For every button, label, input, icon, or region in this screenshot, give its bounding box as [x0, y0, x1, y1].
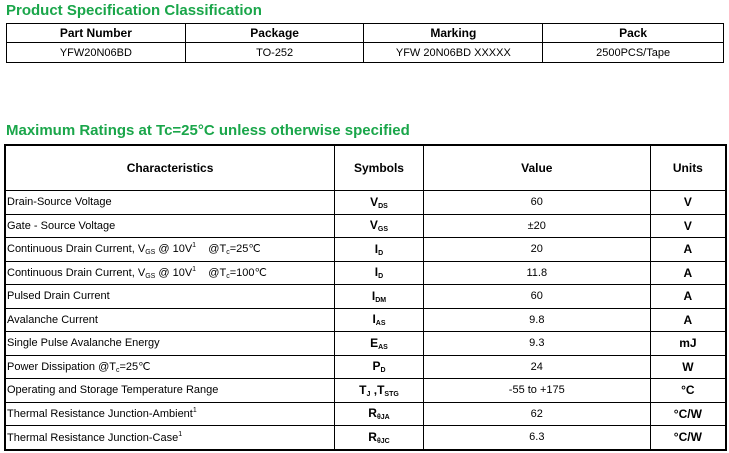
symbol-subscript: J: [366, 390, 371, 398]
symbol-letter: T: [359, 382, 367, 397]
ratings-header-row: [5, 145, 726, 191]
part-number-cell: YFW20N06BD: [7, 43, 186, 63]
symbol-subscript: θJA: [376, 414, 390, 422]
header-package: Package: [185, 24, 364, 43]
characteristic-cell: [5, 355, 335, 379]
spec-row: [7, 43, 724, 63]
table-row: [5, 285, 726, 309]
unit-cell: A: [650, 261, 726, 285]
max-ratings-table: [4, 144, 727, 451]
pack-cell: 2500PCS/Tape: [543, 43, 724, 63]
symbol-letter: V: [369, 218, 378, 233]
characteristic-text: =25℃: [229, 243, 261, 256]
characteristic-text: Continuous Drain Current, V: [7, 266, 146, 279]
table-row: [5, 261, 726, 285]
symbol-cell: [335, 214, 424, 238]
symbol-cell: [335, 355, 424, 379]
product-spec-table: [6, 23, 724, 63]
symbol-subscript: STG: [384, 390, 399, 398]
header-characteristics: Characteristics: [5, 145, 335, 191]
value-cell: ±20: [423, 214, 650, 238]
characteristic-text: =100℃: [229, 266, 267, 279]
symbol-subscript: D: [378, 273, 384, 281]
header-marking: Marking: [364, 24, 543, 43]
characteristic-subscript: GS: [145, 249, 156, 257]
characteristic-text: Thermal Resistance Junction-Ambient: [7, 408, 193, 421]
unit-cell: V: [650, 191, 726, 215]
footnote-marker: 1: [192, 242, 197, 250]
symbol-subscript: GS: [377, 226, 389, 234]
symbol-letter: V: [370, 194, 379, 209]
symbol-letter: I: [371, 288, 376, 303]
unit-cell: A: [650, 285, 726, 309]
symbol-cell: [335, 191, 424, 215]
characteristic-text: @ 10V: [155, 243, 193, 256]
symbol-cell: [335, 379, 424, 403]
table-row: [5, 355, 726, 379]
spec-section-title: Product Specification Classification: [6, 2, 262, 19]
value-cell: 6.3: [423, 426, 650, 450]
characteristic-text: Gate - Source Voltage: [7, 219, 116, 232]
characteristic-cell: [5, 191, 335, 215]
unit-cell: °C/W: [650, 402, 726, 426]
characteristic-subscript: GS: [145, 272, 156, 280]
value-cell: 20: [423, 238, 650, 262]
value-cell: 24: [423, 355, 650, 379]
characteristic-cell: [5, 426, 335, 450]
characteristic-text: @T: [196, 266, 227, 279]
characteristic-text: @ 10V: [155, 266, 193, 279]
footnote-marker: 1: [192, 265, 197, 273]
symbol-cell: [335, 332, 424, 356]
symbol-letter: I: [374, 265, 379, 280]
characteristic-text: @T: [196, 243, 227, 256]
table-row: [5, 238, 726, 262]
characteristic-cell: [5, 379, 335, 403]
table-row: [5, 426, 726, 450]
symbol-cell: [335, 285, 424, 309]
header-value: Value: [423, 145, 650, 191]
table-row: [5, 214, 726, 238]
characteristic-cell: [5, 332, 335, 356]
symbol-cell: [335, 426, 424, 450]
value-cell: 60: [423, 285, 650, 309]
characteristic-text: Avalanche Current: [7, 313, 98, 326]
characteristic-text: Thermal Resistance Junction-Case: [7, 431, 179, 444]
symbol-cell: [335, 402, 424, 426]
unit-cell: V: [650, 214, 726, 238]
footnote-marker: 1: [192, 407, 197, 415]
symbol-letter: P: [372, 359, 381, 374]
symbol-subscript: D: [380, 367, 386, 375]
symbol-subscript: AS: [375, 320, 386, 328]
symbol-cell: [335, 308, 424, 332]
value-cell: 9.3: [423, 332, 650, 356]
ratings-section-title: Maximum Ratings at Tc=25°C unless otherwise specified: [6, 122, 410, 139]
characteristic-text: Single Pulse Avalanche Energy: [7, 337, 160, 350]
package-cell: TO-252: [185, 43, 364, 63]
characteristic-cell: [5, 238, 335, 262]
characteristic-subscript: c: [226, 249, 230, 257]
table-row: [5, 308, 726, 332]
value-cell: 60: [423, 191, 650, 215]
footnote-marker: 1: [178, 430, 183, 438]
symbol-letter: R: [368, 406, 377, 421]
symbol-cell: [335, 261, 424, 285]
characteristic-text: Power Dissipation @T: [7, 360, 116, 373]
unit-cell: A: [650, 308, 726, 332]
symbol-subscript: DS: [378, 202, 388, 210]
value-cell: 11.8: [423, 261, 650, 285]
symbol-subscript: DM: [375, 296, 387, 304]
table-row: [5, 379, 726, 403]
header-units: Units: [650, 145, 726, 191]
symbol-letter: E: [370, 335, 379, 350]
unit-cell: mJ: [650, 332, 726, 356]
symbol-subscript: D: [378, 249, 384, 257]
header-pack: Pack: [543, 24, 724, 43]
characteristic-cell: [5, 261, 335, 285]
symbol-letter: I: [374, 241, 379, 256]
header-part-number: Part Number: [7, 24, 186, 43]
unit-cell: °C: [650, 379, 726, 403]
characteristic-text: Drain-Source Voltage: [7, 196, 112, 209]
symbol-letter: ,T: [370, 382, 385, 397]
characteristic-text: =25℃: [119, 360, 151, 373]
symbol-letter: I: [372, 312, 376, 327]
characteristic-subscript: c: [115, 366, 120, 374]
symbol-subscript: θJC: [376, 437, 390, 445]
marking-cell: YFW 20N06BD XXXXX: [364, 43, 543, 63]
unit-cell: W: [650, 355, 726, 379]
characteristic-cell: [5, 402, 335, 426]
characteristic-cell: [5, 214, 335, 238]
characteristic-text: Pulsed Drain Current: [7, 290, 110, 303]
spec-header-row: [7, 24, 724, 43]
characteristic-cell: [5, 308, 335, 332]
symbol-letter: R: [368, 429, 377, 444]
characteristic-cell: [5, 285, 335, 309]
table-row: [5, 402, 726, 426]
value-cell: 9.8: [423, 308, 650, 332]
symbol-subscript: AS: [378, 343, 388, 351]
characteristic-subscript: c: [226, 272, 230, 280]
value-cell: -55 to +175: [423, 379, 650, 403]
value-cell: 62: [423, 402, 650, 426]
symbol-cell: [335, 238, 424, 262]
characteristic-text: Continuous Drain Current, V: [7, 243, 146, 256]
header-symbols: Symbols: [335, 145, 424, 191]
unit-cell: °C/W: [650, 426, 726, 450]
unit-cell: A: [650, 238, 726, 262]
table-row: [5, 332, 726, 356]
characteristic-text: Operating and Storage Temperature Range: [7, 384, 219, 397]
table-row: [5, 191, 726, 215]
